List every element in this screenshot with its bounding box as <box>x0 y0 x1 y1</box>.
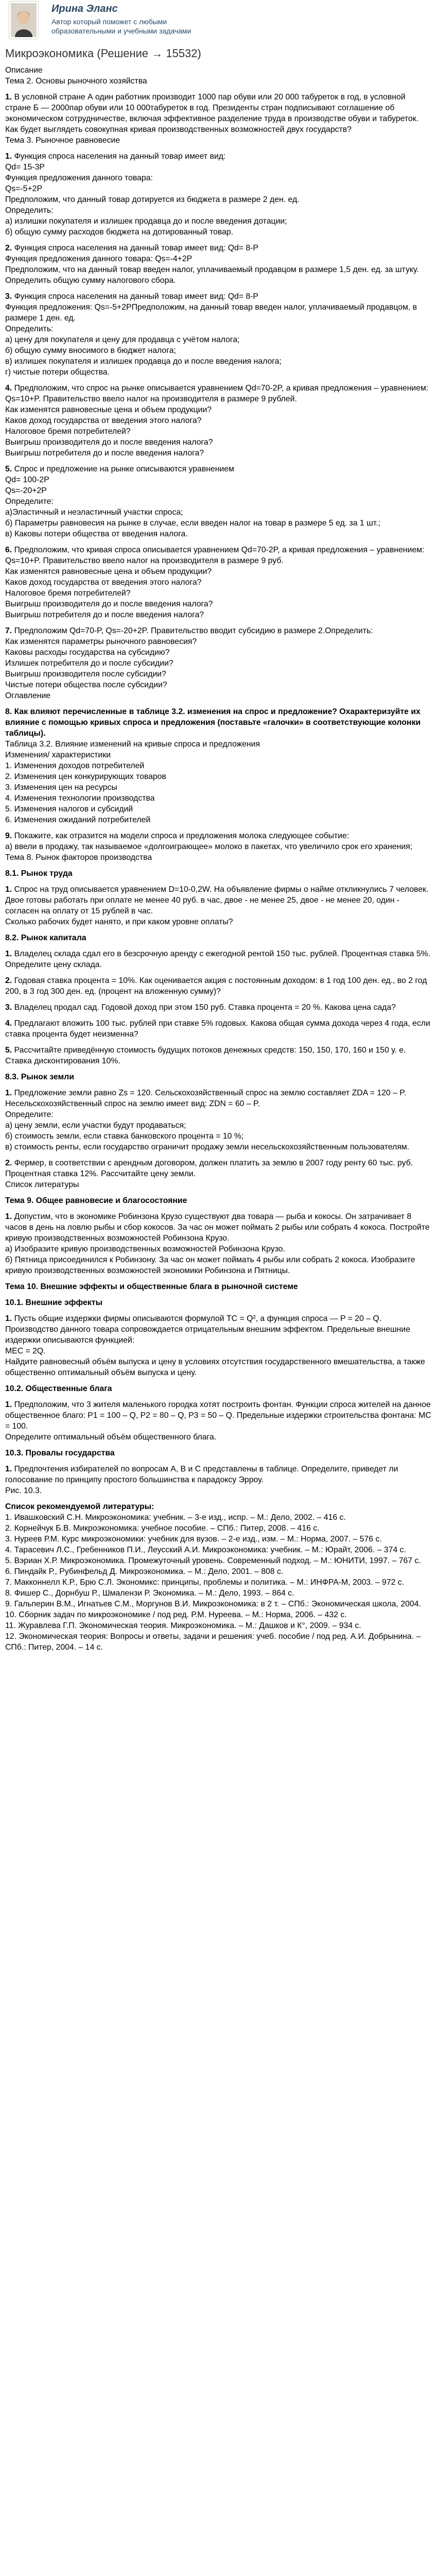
paragraph: Функция предложения данного товара: <box>5 174 153 182</box>
paragraph: Определить: <box>5 206 54 215</box>
paragraph: Выигрыш потребителя до и после введения налога? <box>5 449 204 457</box>
paragraph: 2. Изменения цен конкурирующих товаров <box>5 772 166 781</box>
paragraph: 1. Ивашковский С.Н. Микроэкономика: учебник. – 3-е изд., испр. – М.: Дело, 2002. – 416 с. <box>5 1513 346 1522</box>
paragraph: Излишек потребителя до и после субсидии? <box>5 659 173 668</box>
paragraph: 6. Пиндайк Р., Рубинфельд Д. Микроэкономика. – М.: Дело, 2001. – 808 с. <box>5 1567 284 1576</box>
paragraph: 8. Фишер С., Дорнбуш Р., Шмалензи Р. Экономика. – М.: Дело, 1993. – 864 с. <box>5 1589 294 1598</box>
paragraph: Qd= 100-2P <box>5 476 49 484</box>
paragraph: 2. Корнейчук Б.В. Микроэкономика: учебное пособие. – СПб.: Питер, 2008. – 416 с. <box>5 1524 320 1533</box>
paragraph: в) стоимость ренты, если государство ограничит продажу земли несельскохозяйственным пользователям. <box>5 1143 409 1151</box>
section-heading: 10.2. Общественные блага <box>5 1384 112 1393</box>
paragraph: Предположим, что данный товар дотируется из бюджета в размере 2 ден. ед. <box>5 195 300 204</box>
paragraph: Чистые потери общества после субсидии? <box>5 681 167 689</box>
author-photo-icon <box>11 3 37 37</box>
paragraph: б) стоимость земли, если ставка банковского процента = 10 %; <box>5 1132 244 1141</box>
paragraph: 7. Макконнелл К.Р., Брю С.Л. Экономикс: принципы, проблемы и политика. – М.: ИНФРА-М, 2003. – 972 с. <box>5 1578 405 1587</box>
paragraph: 9. Покажите, как отразится на модели спроса и предложения молока следующее событие: <box>5 832 350 840</box>
paragraph: Каковы расходы государства на субсидию? <box>5 648 170 657</box>
paragraph: 2. Функция спроса населения на данный товар имеет вид: Qd= 8-P <box>5 244 258 252</box>
paragraph: 1. В условной стране А один работник производит 1000 пар обуви или 20 000 табуреток в год, в условной стране Б — 2000пар обуви или 10 000табуреток в год. Президенты стран подписывают соглашение об экономическом сотрудничестве, включая эффективное разделение труда в производстве обуви и табуреток. Как будет выглядеть совокупная кривая производственных возможностей двух государств? <box>5 93 418 134</box>
paragraph: 3. Нуреев Р.М. Курс микроэкономики: учебник для вузов. – 2-е изд., изм. – М.: Норма, 2007. – 576 с. <box>5 1535 382 1544</box>
paragraph: 12. Экономическая теория: Вопросы и ответы, задачи и решения: учеб. пособие / под ред. А.И. Добрынина. – СПб.: Питер, 2004. – 14 с. <box>5 1632 421 1652</box>
paragraph: Как изменятся равновесные цена и объем продукции? <box>5 405 212 414</box>
section-heading: 8. Как влияют перечисленные в таблице 3.2. изменения на спрос и предложение? Охарактеризуйте их влияние с помощью кривых спроса и предложения (поставьте «галочки» в соответствующие колонки таблицы). <box>5 707 421 738</box>
paragraph: 1. Предложение земли равно Zs = 120. Сельскохозяйственный спрос на землю составляет ZDA = 120 – P. Несельскохозяйственный спрос на землю имеет вид: ZDN = 60 – P. <box>5 1089 407 1108</box>
paragraph: Рис. 10.3. <box>5 1486 42 1495</box>
paragraph: а) Изобразите кривую производственных возможностей Робинзона Крузо. <box>5 1245 285 1253</box>
author-header <box>0 0 436 46</box>
paragraph: Выигрыш производителя после субсидии? <box>5 670 166 679</box>
paragraph: 10. Сборник задач по микроэкономике / под ред. Р.М. Нуреева. – М.: Норма, 2006. – 432 с. <box>5 1611 347 1619</box>
paragraph: а) цену земли, если участки будут продаваться; <box>5 1121 186 1130</box>
paragraph: а) излишки покупателя и излишек продавца до и после введения дотации; <box>5 217 287 226</box>
paragraph: Как изменятся равновесные цена и объем продукции? <box>5 567 212 576</box>
paragraph: Налоговое бремя потребителей? <box>5 427 131 436</box>
paragraph: 11. Журавлева Г.П. Экономическая теория. Микроэкономика. – М.: Дашков и К°, 2009. – 934 с. <box>5 1621 361 1630</box>
paragraph: 5. Спрос и предложение на рынке описываются уравнением <box>5 465 234 473</box>
paragraph: в) Каковы потери общества от введения налога. <box>5 530 188 538</box>
paragraph: 1. Изменения доходов потребителей <box>5 761 145 770</box>
paragraph: Выигрыш производителя до и после введения налога? <box>5 600 213 608</box>
paragraph: 1. Допустим, что в экономике Робинзона Крузо существуют два товара — рыба и кокосы. Он затрачивает 8 часов в день на ловлю рыбы и сбор кокосов. За час он может поймать 2 рыбы или собрать 4 кокоса. Постройте кривую производственных возможностей Робинзона Крузо. <box>5 1212 430 1243</box>
paragraph: 5. Рассчитайте приведённую стоимость будущих потоков денежных средств: 150, 150, 170, 160 и 150 у. е. Ставка дисконтирования 10%. <box>5 1046 406 1065</box>
paragraph: г) чистые потери общества. <box>5 368 110 377</box>
paragraph: Таблица 3.2. Влияние изменений на кривые спроса и предложения <box>5 740 260 749</box>
paragraph: 6. Изменения ожиданий потребителей <box>5 816 151 824</box>
paragraph: Выигрыш производителя до и после введения налога? <box>5 438 213 447</box>
paragraph: б) Параметры равновесия на рынке в случае, если введен налог на товар в размере 5 ед. за 1 шт.; <box>5 519 381 528</box>
paragraph: б) Пятница присоединился к Робинзону. За час он может поймать 4 рыбы или собрать 2 кокоса. Изобразите кривую производственных возможностей экономики Робинзона и Пятницы. <box>5 1256 415 1275</box>
paragraph: Предположим, что на данный товар введен налог, уплачиваемый продавцом в размере 1,5 ден. ед. за штуку. <box>5 265 419 274</box>
paragraph: Qs=-20+2P <box>5 486 47 495</box>
section-heading: Тема 9. Общее равновесие и благосостояние <box>5 1196 187 1205</box>
author-name[interactable]: Ирина Эланс <box>51 3 118 14</box>
paragraph: 5. Вэриан Х.Р. Микроэкономика. Промежуточный уровень. Современный подход. – М.: ЮНИТИ, 1997. – 767 с. <box>5 1556 421 1565</box>
page-title: Микроэкономика (Решение → 15532) <box>5 47 201 60</box>
paragraph: 1. Спрос на труд описывается уравнением D=10-0,2W. На объявление фирмы о найме откликнулись 7 человек. Двое готовы работать при оплате не менее 40 руб. в час, двое - не менее 25, двое - не менее 20, один - согласен на оплату от 15 рублей в час. <box>5 885 429 916</box>
paragraph: Описание <box>5 66 43 75</box>
paragraph: 6. Предположим, что кривая спроса описывается уравнением Qd=70-2P, а кривая предложения – уравнением: Qs=10+P. Правительство ввело налог на производителя в размере 9 руб. <box>5 546 425 565</box>
paragraph: Функция предложения: Qs=-5+2PПредположим, на данный товар введен налог, уплачиваемый продавцом, в размере 1 ден. ед. <box>5 303 417 323</box>
paragraph: Определите оптимальный объём общественного блага. <box>5 1433 217 1442</box>
document-body <box>5 65 431 2576</box>
paragraph: МЕС = 2Q. <box>5 1347 46 1355</box>
section-heading: 10.1. Внешние эффекты <box>5 1298 102 1307</box>
paragraph: Определите: <box>5 497 54 506</box>
paragraph: Определить общую сумму налогового сбора. <box>5 276 176 285</box>
paragraph: 3. Владелец продал сад. Годовой доход при этом 150 руб. Ставка процента = 20 %. Какова цена сада? <box>5 1003 396 1012</box>
paragraph: 4. Предположим, что спрос на рынке описывается уравнением Qd=70-2P, а кривая предложения – уравнением: Qs=10+P. Правительство ввело налог на производителя в размере 9 рублей. <box>5 384 429 403</box>
paragraph: Тема 8. Рынок факторов производства <box>5 853 152 862</box>
paragraph: Qs=-5+2P <box>5 184 43 193</box>
paragraph: 4. Предлагают вложить 100 тыс. рублей при ставке 5% годовых. Какова общая сумма дохода через 4 года, если ставка процента будет неизменна? <box>5 1019 430 1039</box>
paragraph: 2. Годовая ставка процента = 10%. Как оценивается акция с постоянным доходом: в 1 год 100 ден. ед., во 2 год 200, в 3 год 300 ден. ед. (процент на вложенную сумму)? <box>5 976 427 996</box>
paragraph: 1. Функция спроса населения на данный товар имеет вид: <box>5 152 226 161</box>
paragraph: Qd= 15-3P <box>5 163 45 172</box>
paragraph: в) излишек покупателя и излишек продавца до и после введения налога; <box>5 357 282 366</box>
paragraph: Каков доход государства от введения этого налога? <box>5 416 202 425</box>
paragraph: а)Эластичный и неэластичный участки спроса; <box>5 508 183 517</box>
paragraph: Налоговое бремя потребителей? <box>5 589 131 598</box>
paragraph: Список литературы <box>5 1180 79 1189</box>
paragraph: Найдите равновесный объём выпуска и цену в условиях отсутствия государственного вмешательства, а также общественно оптимальный объём выпуска и цену. <box>5 1358 425 1377</box>
paragraph: 1. Владелец склада сдал его в безсрочную аренду с ежегодной рентой 150 тыс. рублей. Процентная ставка 5%. Определите цену склада. <box>5 950 431 969</box>
paragraph: 4. Изменения технологии производства <box>5 794 155 803</box>
section-heading: 8.2. Рынок капитала <box>5 934 86 942</box>
section-heading: 8.3. Рынок земли <box>5 1073 74 1081</box>
paragraph: б) общую сумму расходов бюджета на дотированный товар. <box>5 228 234 236</box>
paragraph: Выигрыш потребителя до и после введения налога? <box>5 611 204 619</box>
section-heading: Список рекомендуемой литературы: <box>5 1502 154 1511</box>
paragraph: Функция предложения данного товара: Qs=-4+2P <box>5 255 193 263</box>
paragraph: Определить: <box>5 325 54 333</box>
section-heading: 8.1. Рынок труда <box>5 869 73 878</box>
paragraph: 5. Изменения налогов и субсидий <box>5 805 133 814</box>
paragraph: 1. Пусть общие издержки фирмы описываются формулой ТС = Q², а функция спроса — P = 20 – Q. Производство данного товара сопровождается отрицательным внешним эффектом. Предельные внешние издержки описываются функцией: <box>5 1314 410 1345</box>
paragraph: 4. Тарасевич Л.С., Гребенников П.И., Леусский А.И. Микроэкономика: учебник. – М.: Юрайт, 2006. – 374 с. <box>5 1546 406 1554</box>
paragraph: Каков доход государства от введения этого налога? <box>5 578 202 587</box>
paragraph: Тема 2. Основы рыночного хозяйства <box>5 77 147 86</box>
paragraph: Сколько рабочих будет нанято, и при каком уровне оплаты? <box>5 918 233 926</box>
author-description: Автор который поможет с любыми образовательными и учебными задачами <box>51 18 191 35</box>
paragraph: 9. Гальперин В.М., Игнатьев С.М., Моргунов В.И. Микроэкономика: в 2 т. – СПб.: Экономическая школа, 2004. <box>5 1600 421 1608</box>
paragraph: а) цену для покупателя и цену для продавца с учётом налога; <box>5 335 240 344</box>
paragraph: 7. Предположим Qd=70-P, Qs=-20+2P. Правительство вводит субсидию в размере 2.Определить: <box>5 626 373 635</box>
paragraph: Определите: <box>5 1110 54 1119</box>
paragraph: 2. Фермер, в соответствии с арендным договором, должен платить за землю в 2007 году ренту 60 тыс. руб. Процентная ставка 12%. Рассчитайте цену земли. <box>5 1159 413 1178</box>
section-heading: 10.3. Провалы государства <box>5 1449 115 1458</box>
paragraph: Тема 3. Рыночное равновесие <box>5 136 120 145</box>
paragraph: Как изменятся параметры рыночного равновесия? <box>5 637 197 646</box>
paragraph: 3. Изменения цен на ресурсы <box>5 783 117 792</box>
paragraph: 1. Предпочтения избирателей по вопросам A, B и C представлены в таблице. Определите, приведет ли голосование по принципу простого большинства к парадоксу Эрроу. <box>5 1465 398 1484</box>
paragraph: а) ввели в продажу, так называемое «долгоиграющее» молоко в пакетах, что увеличило срок его хранения; <box>5 842 413 851</box>
section-heading: Тема 10. Внешние эффекты и общественные блага в рыночной системе <box>5 1282 298 1291</box>
avatar[interactable] <box>9 2 38 39</box>
paragraph: 1. Предположим, что 3 жителя маленького городка хотят построить фонтан. Функции спроса жителей на данное общественное благо: P1 = 100 – Q, P2 = 80 – Q, P3 = 50 – Q. Предельные издержки строительства фонтана: MC = 100. <box>5 1400 431 1431</box>
paragraph: Изменения/ характеристики <box>5 751 111 759</box>
paragraph: 3. Функция спроса населения на данный товар имеет вид: Qd= 8-P <box>5 292 258 301</box>
paragraph: б) общую сумму вносимого в бюджет налога; <box>5 346 176 355</box>
paragraph: Оглавление <box>5 691 51 700</box>
